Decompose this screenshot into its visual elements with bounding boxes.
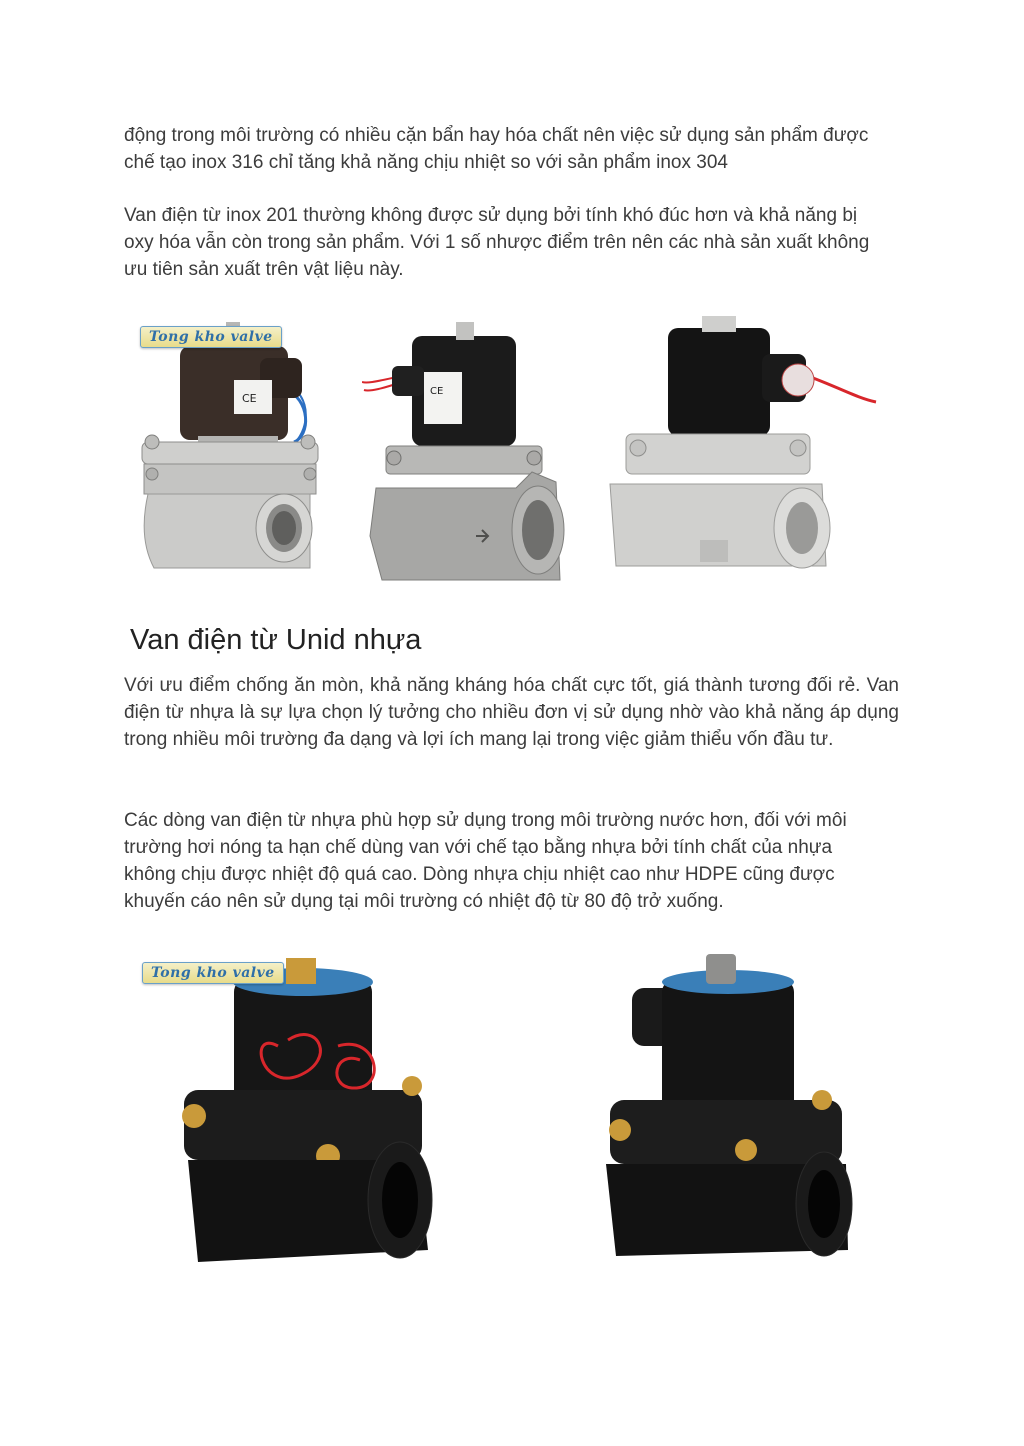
text-line: không chịu được nhiệt độ quá cao. Dòng nhựa chịu nhiệt cao như HDPE cũng được	[124, 864, 835, 885]
watermark-logo	[142, 962, 284, 984]
stainless-valve-photo-1	[134, 318, 324, 580]
plastic-valve-photo-2	[596, 950, 856, 1266]
svg-text:CE: CE	[430, 386, 444, 397]
text-line: Các dòng van điện từ nhựa phù hợp sử dụng trong môi trường nước hơn, đối với môi	[124, 810, 847, 831]
watermark-text: Tong kho valve	[151, 965, 275, 981]
text-line: oxy hóa vẫn còn trong sản phẩm. Với 1 số nhược điểm trên nên các nhà sản xuất không	[124, 232, 870, 253]
watermark-text: Tong kho valve	[149, 329, 273, 345]
watermark-logo	[140, 326, 282, 348]
paragraph-plastic-advantages: Với ưu điểm chống ăn mòn, khả năng kháng hóa chất cực tốt, giá thành tương đối rẻ. Van điện từ nhựa là sự lựa chọn lý tưởng cho nhiều đơn vị sử dụng nhờ vào khả năng áp dụng trong nhiều môi trường đa dạng và lợi ích mang lại trong việc giảm thiểu vốn đầu tư.	[124, 675, 899, 750]
paragraph-plastic-usage	[124, 807, 899, 915]
stainless-valve-photo-3	[602, 314, 882, 576]
paragraph-inox-316	[124, 122, 899, 176]
text-line: Van điện từ inox 201 thường không được sử dụng bởi tính khó đúc hơn và khả năng bị	[124, 205, 858, 226]
text-line: chế tạo inox 316 chỉ tăng khả năng chịu nhiệt so với sản phẩm inox 304	[124, 152, 728, 173]
paragraph-inox-201	[124, 202, 899, 283]
svg-text:CE: CE	[242, 392, 257, 405]
text-line: trường hơi nóng ta hạn chế dùng van với chế tạo bằng nhựa bởi tính chất của nhựa	[124, 837, 833, 858]
text-line: khuyến cáo nên sử dụng tại môi trường có nhiệt độ từ 80 độ trở xuống.	[124, 891, 724, 912]
text-line: động trong môi trường có nhiều cặn bẩn hay hóa chất nên việc sử dụng sản phẩm được	[124, 125, 869, 146]
plastic-valve-photo-1	[138, 950, 438, 1272]
text-line: ưu tiên sản xuất trên vật liệu này.	[124, 259, 404, 280]
stainless-valve-photo-2	[362, 322, 568, 584]
section-heading: Van điện từ Unid nhựa	[130, 624, 422, 656]
